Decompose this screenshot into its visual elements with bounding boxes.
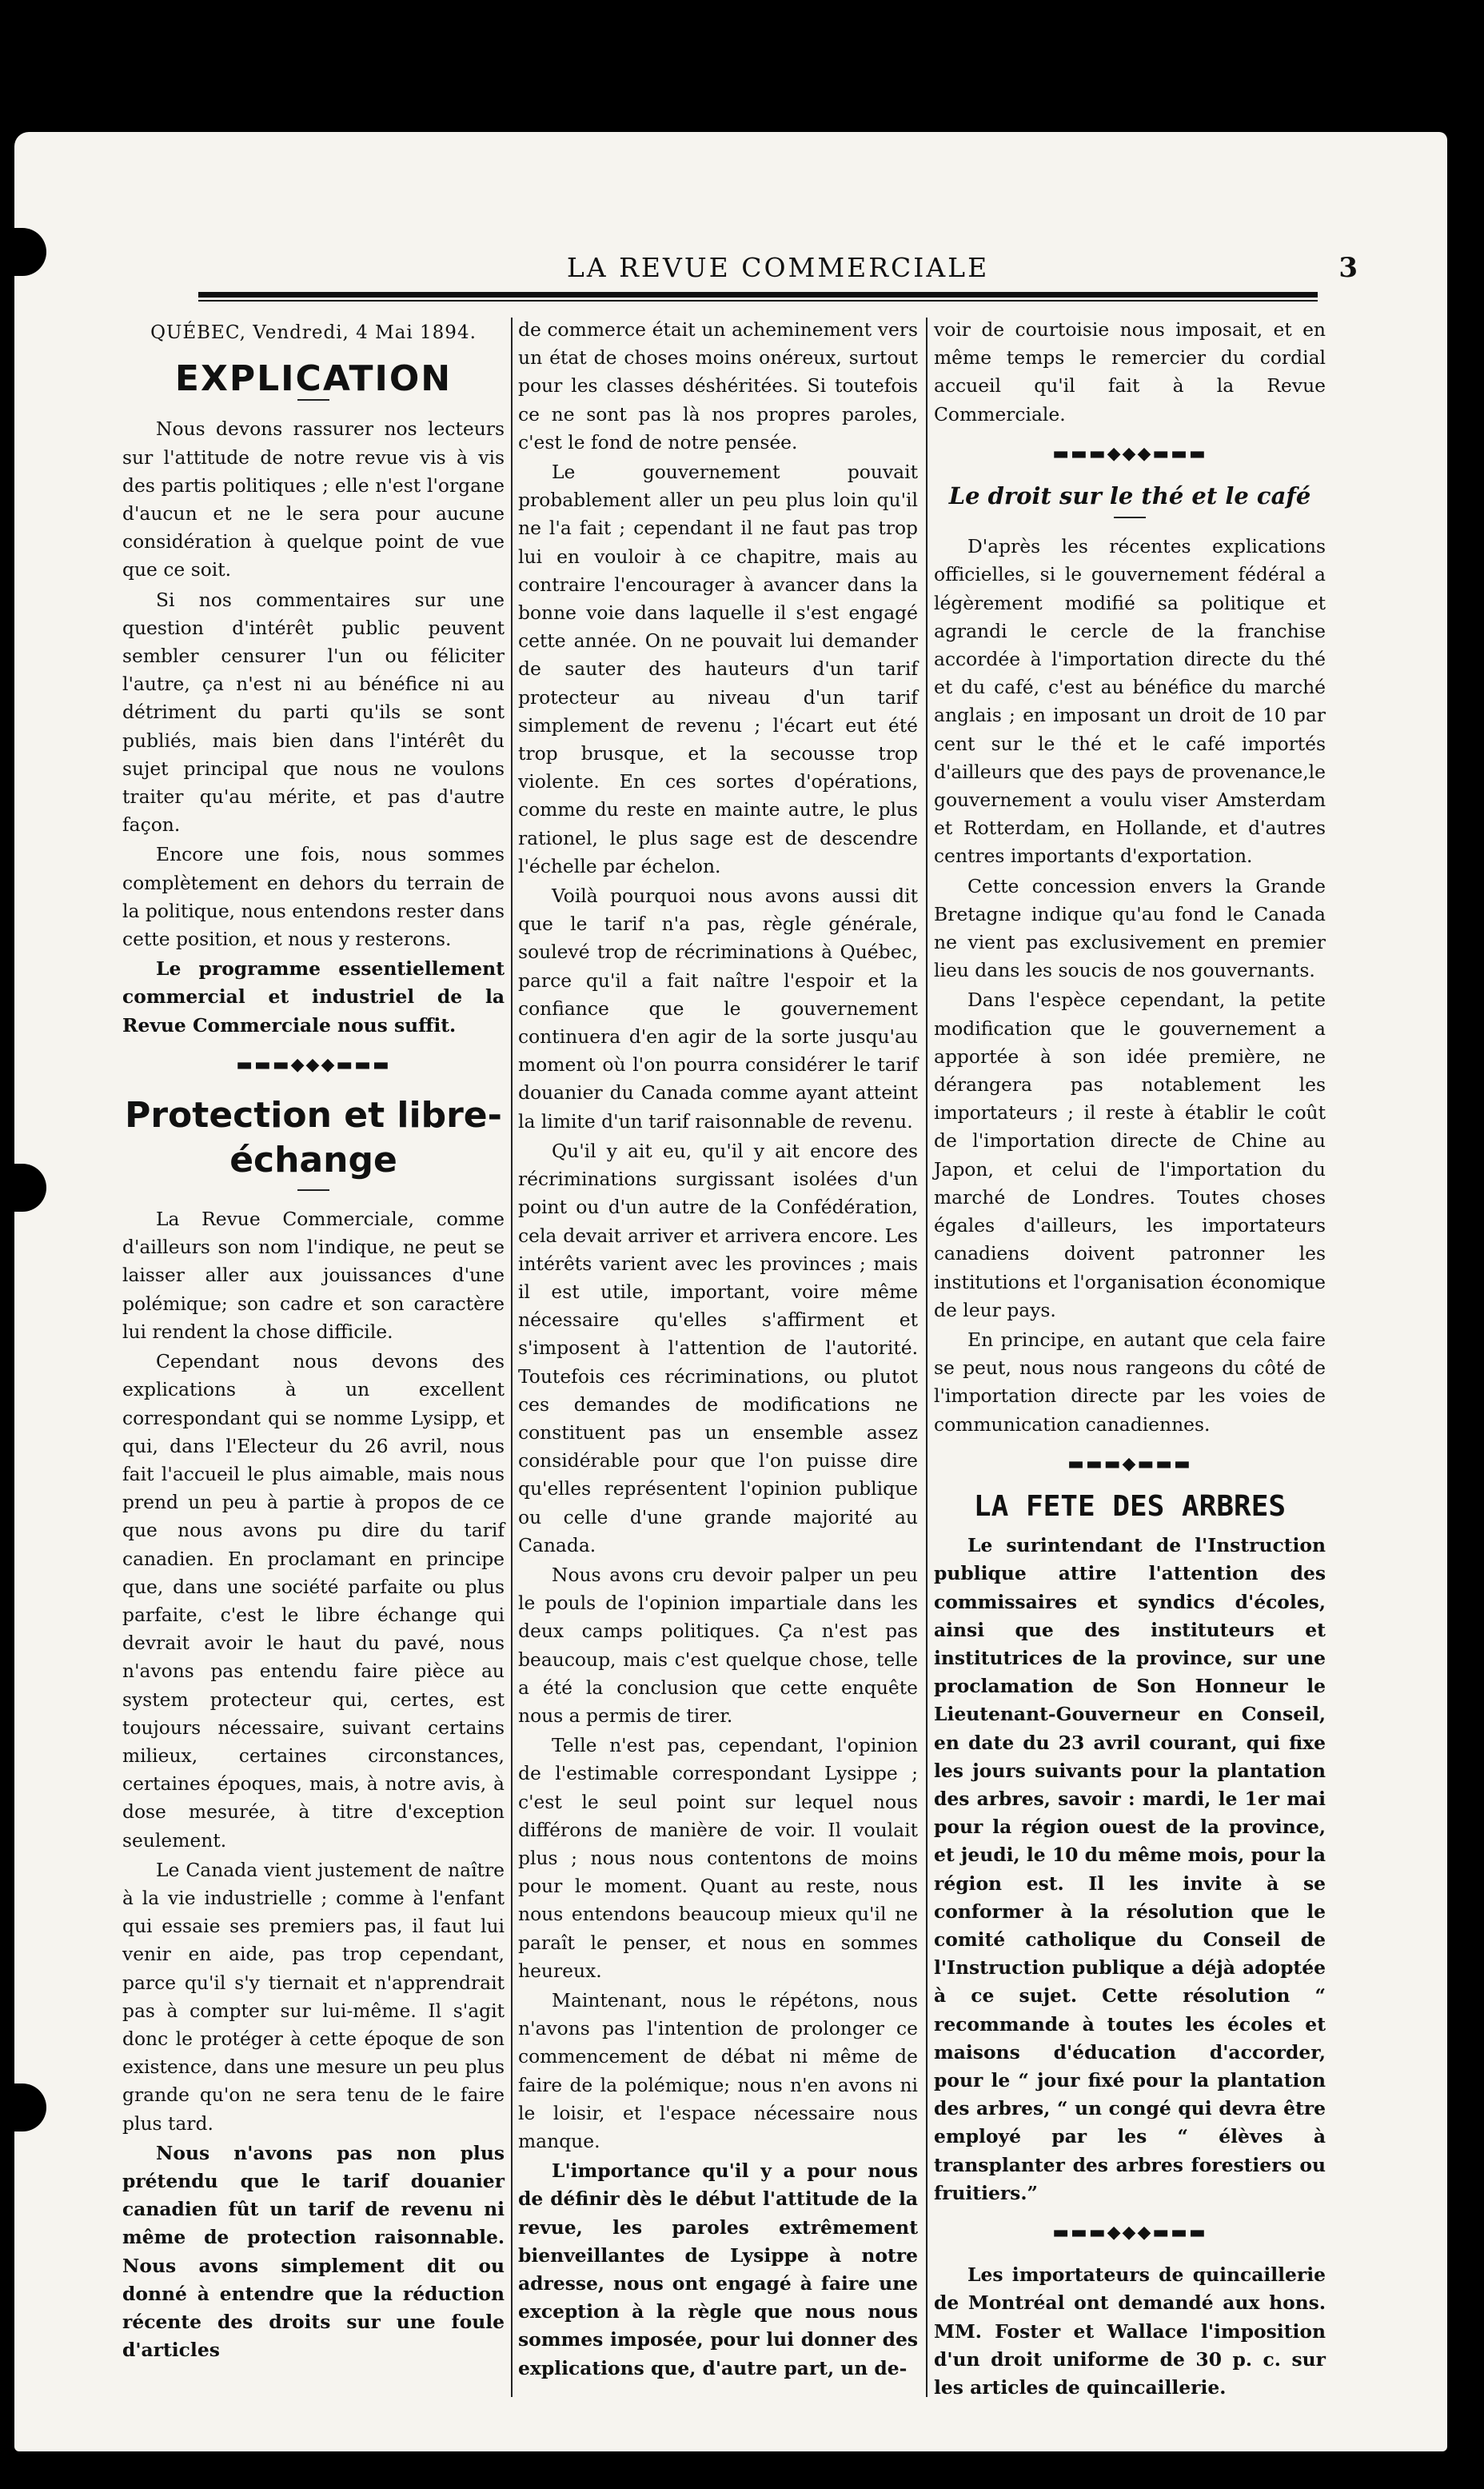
paragraph: de commerce était un acheminement vers un état de choses moins onéreux, surtout pour les classes déshéritées. Si toutefois ce ne sont pas là nos propres paroles, c'est le fond de notre pensée.: [518, 318, 918, 453]
running-head: [198, 252, 1358, 292]
paragraph: Dans l'espèce cependant, la petite modification que le gouvernement a apportée à son idée première, ne dérangera pas notablement les importateurs ; il reste à établir le coût de l'importation directe de Chine au Japon, et celui de l'importation du marché de Londres. Toutes choses égales d'ailleurs, les importateurs canadiens doivent patronner les institutions et l'organisation économique de leur pays.: [934, 989, 1326, 1321]
paragraph: Si nos commentaires sur une question d'intérêt public peuvent sembler censurer l'un ou féliciter l'autre, ça n'est ni au bénéfice ni au détriment du parti qu'ils se sont publiés, mais bien dans l'intérêt du sujet principal que nous ne voulons traiter qu'au mérite, et pas d'autre façon.: [122, 588, 505, 837]
paragraph: Voilà pourquoi nous avons aussi dit que le tarif n'a pas, règle générale, soulevé trop de récriminations à Québec, parce qu'il a fait naître l'espoir et la confiance que le gouvernement continuera d'en agir de la sorte jusqu'au moment où l'on pourra considérer le tarif douanier du Canada comme ayant atteint la limite d'un tarif raisonnable de revenu.: [518, 885, 918, 1133]
ornament-divider: ▬▬▬◆◆◆▬▬▬: [1052, 443, 1207, 464]
title-rule: [297, 1189, 329, 1191]
column-3: [934, 316, 1326, 2403]
paragraph: Le surintendant de l'Instruction publique attire l'attention des commissaires et syndics d'écoles, ainsi que des instituteurs et institutrices de la province, sur une proclamation de Son Honneur le Lieutenant-Gouverneur en Conseil, en date du 23 avril courant, qui fixe les jours suivants pour la plantation des arbres, savoir : mardi, le 1er mai pour la région ouest de la province, et jeudi, le 10 du même mois, pour la région est. Il les invite à se conformer à la résolution que le comité catholique du Conseil de l'Instruction publique a déjà adoptée à ce sujet. Cette résolution “ recommande à toutes les écoles et maisons d'éducation d'accorder, pour le “ jour fixé pour la plantation des arbres, “ un congé qui devra être employé par les “ élèves à transplanter des arbres forestiers ou fruitiers.”: [934, 1534, 1326, 2204]
paragraph: Nous n'avons pas non plus prétendu que le tarif douanier canadien fût un tarif de revenu ni même de protection raisonnable. Nous avons simplement dit ou donné à entendre que la réduction récente des droits sur une foule d'articles: [122, 2141, 505, 2362]
article-title-fete: LA FETE DES ARBRES: [973, 1489, 1287, 1523]
column-divider: [511, 318, 513, 2397]
title-rule: [1114, 517, 1146, 518]
paragraph: Le Canada vient justement de naître à la vie industrielle ; comme à l'enfant qui essaie ses premiers pas, il faut lui venir en aide, pas trop cependant, parce qu'il s'y tiernait et n'apprendrait pas à compter sur lui-même. Il s'agit donc le protéger à cette époque de son existence, dans une mesure un peu plus grande qu'on ne sera tenu de le faire plus tard.: [122, 1858, 505, 2135]
paragraph: Qu'il y ait eu, qu'il y ait encore des récriminations surgissant isolées d'un point ou d'un autre de la Confédération, cela devait arriver et arrivera encore. Les intérêts varient avec les provinces ; mais il est utile, important, voire même nécessaire qu'elles s'affirment et s'imposent à l'attention de l'autorité. Toutefois ces récriminations, ou plutot ces demandes de modifications ne constituent pas un ensemble assez considérable pour que l'on puisse dire qu'elles représentent l'opinion publique ou celle d'une grande majorité au Canada.: [518, 1139, 918, 1556]
ornament-divider: ▬▬▬◆▬▬▬: [1067, 1453, 1192, 1474]
paragraph: En principe, en autant que cela faire se peut, nous nous rangeons du côté de l'importation directe par les voies de communication canadiennes.: [934, 1328, 1326, 1436]
paragraph: Nous avons cru devoir palper un peu le pouls de l'opinion impartiale dans les deux camps politiques. Ça n'est pas beaucoup, mais c'est quelque chose, telle a été la conclusion que cette enquête nous a permis de tirer.: [518, 1563, 918, 1727]
article-title-droit: Le droit sur le thé et le café: [948, 482, 1311, 510]
paragraph: Les importateurs de quincaillerie de Montréal ont demandé aux hons. MM. Foster et Wallace l'imposition d'un droit uniforme de 30 p. c. sur les articles de quincaillerie.: [934, 2263, 1326, 2399]
paragraph: Telle n'est pas, cependant, l'opinion de l'estimable correspondant Lysippe ; c'est le seul point sur lequel nous différons de manière de voir. Il voulait plus ; nous nous contentons de moins pour le moment. Quant au reste, nous nous entendons beaucoup mieux qu'il ne paraît le penser, et nous en sommes heureux.: [518, 1734, 918, 1982]
paragraph: Encore une fois, nous sommes complètement en dehors du terrain de la politique, nous entendons rester dans cette position, et nous y resterons.: [122, 843, 505, 951]
paragraph: D'après les récentes explications officielles, si le gouvernement fédéral a légèrement modifié sa politique et agrandi le cercle de la franchise accordée à l'importation directe du thé et du café, c'est au bénéfice du marché anglais ; en imposant un droit de 10 par cent sur le thé et le café importés d'ailleurs que des pays de provenance,le gouvernement a voulu viser Amsterdam et Rotterdam, en Hollande, et d'autres centres importants d'exportation.: [934, 535, 1326, 868]
title-rule: [297, 399, 329, 401]
newspaper-page: [14, 132, 1447, 2451]
paragraph: Le gouvernement pouvait probablement aller un peu plus loin qu'il ne l'a fait ; cependant il ne faut pas trop lui en vouloir à ce chapitre, mais au contraire l'encourager à avancer dans la bonne voie dans laquelle il s'est engagé cette année. On ne pouvait lui demander de sauter des hauteurs d'un tarif protecteur au niveau d'un tarif simplement de revenu ; l'écart eut été trop brusque, et la secousse trop violente. En ces sortes d'opérations, comme du reste en mainte autre, le plus rationel, le plus sage est de descendre l'échelle par échelon.: [518, 461, 918, 877]
ornament-divider: ▬▬▬◆◆◆▬▬▬: [1052, 2223, 1207, 2243]
dateline: QUÉBEC, Vendredi, 4 Mai 1894.: [150, 322, 477, 343]
header-rule-thin: [198, 300, 1318, 302]
article-title-protection: Protection et libre-échange: [125, 1095, 502, 1181]
column-1: [122, 316, 505, 2366]
column-2: [518, 316, 918, 2384]
paragraph: Le programme essentiellement commercial et industriel de la Revue Commerciale nous suffit.: [122, 957, 505, 1037]
paragraph: L'importance qu'il y a pour nous de définir dès le début l'attitude de la revue, les paroles extrêmement bienveillantes de Lysippe à notre adresse, nous ont engagé à faire une exception à la règle que nous nous sommes imposée, pour lui donner des explications que, d'autre part, un de-: [518, 2159, 918, 2379]
publication-title: LA REVUE COMMERCIALE: [566, 252, 990, 283]
paragraph: La Revue Commerciale, comme d'ailleurs son nom l'indique, ne peut se laisser aller aux jouissances d'une polémique; son cadre et son caractère lui rendent la chose difficile.: [122, 1208, 505, 1343]
ornament-divider: ▬▬▬◆◆◆▬▬▬: [236, 1054, 391, 1075]
paragraph: voir de courtoisie nous imposait, et en même temps le remercier du cordial accueil qu'il fait à la Revue Commerciale.: [934, 318, 1326, 425]
page-number: 3: [1338, 252, 1358, 284]
paragraph: Cependant nous devons des explications à un excellent correspondant qui se nomme Lysipp, et qui, dans l'Electeur du 26 avril, nous fait l'accueil le plus aimable, mais nous prend un peu à partie à propos de ce que nous avons pu dire du tarif canadien. En proclamant en principe que, dans une société parfaite ou plus parfaite, c'est le libre échange qui devrait avoir le haut du pavé, nous n'avons pas entendu faire pièce au system protecteur qui, certes, est toujours nécessaire, suivant certains milieux, certaines circonstances, certaines époques, mais, à notre avis, à dose mesurée, à titre d'exception seulement.: [122, 1350, 505, 1852]
paragraph: Maintenant, nous le répétons, nous n'avons pas l'intention de prolonger ce commencement de débat ni même de faire de la polémique; nous n'en avons ni le loisir, et l'espace nécessaire nous manque.: [518, 1988, 918, 2152]
article-title-explication: EXPLICATION: [174, 358, 453, 400]
column-divider: [926, 318, 927, 2397]
paragraph: Cette concession envers la Grande Bretagne indique qu'au fond le Canada ne vient pas exclusivement en premier lieu dans les soucis de nos gouvernants.: [934, 874, 1326, 982]
header-rule: [198, 292, 1318, 298]
paragraph: Nous devons rassurer nos lecteurs sur l'attitude de notre revue vis à vis des partis politiques ; elle n'est l'organe d'aucun et ne le sera pour aucune considération à quelque point de vue que ce soit.: [122, 417, 505, 581]
